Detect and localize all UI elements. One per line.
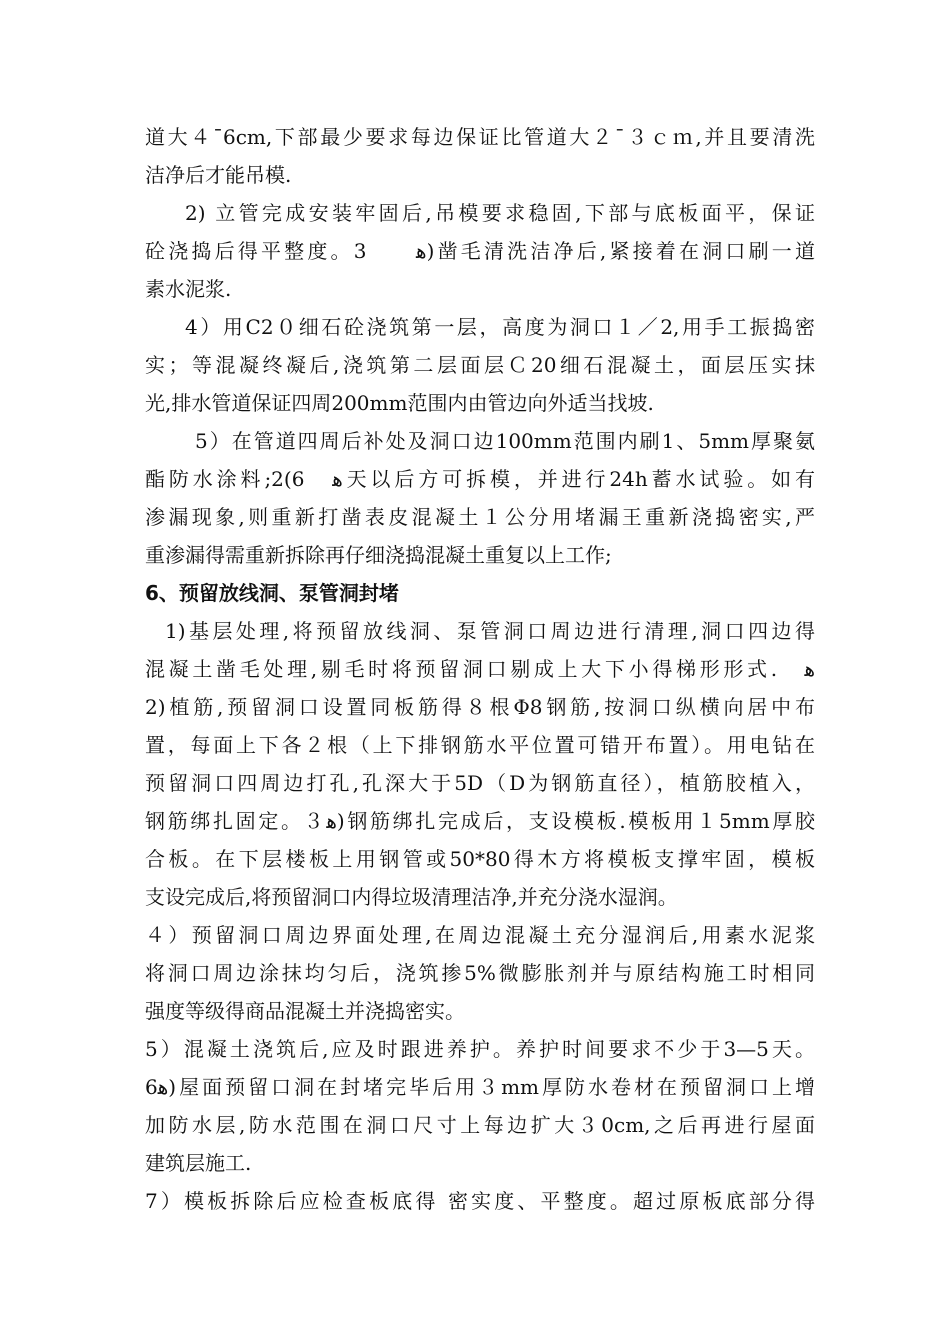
section-heading: 6、预留放线洞、泵管洞封堵 bbox=[145, 581, 399, 605]
text-line: 2) 立管完成安装牢固后,吊模要求稳固,下部与底板面平，保证 bbox=[185, 201, 815, 225]
text-line: 洁净后才能吊模. bbox=[145, 163, 292, 187]
text-line: 6ﻫ)屋面预留口洞在封堵完毕后用３mm厚防水卷材在预留洞口上增 bbox=[145, 1075, 815, 1099]
text-line: 5）在管道四周后补处及洞口边100mm范围内刷1、5mm厚聚氨 bbox=[195, 429, 815, 453]
text-line: 7）模板拆除后应检查板底得 密实度、平整度。超过原板底部分得 bbox=[145, 1189, 815, 1213]
text-line: 光,排水管道保证四周200mm范围内由管边向外适当找坡. bbox=[145, 391, 654, 415]
text-line: ４）预留洞口周边界面处理,在周边混凝土充分湿润后,用素水泥浆 bbox=[145, 923, 815, 947]
text-line: 重渗漏得需重新拆除再仔细浇捣混凝土重复以上工作; bbox=[145, 543, 612, 567]
text-line: 素水泥浆. bbox=[145, 277, 232, 301]
text-line: 将洞口周边涂抹均匀后，浇筑掺5%微膨胀剂并与原结构施工时相同 bbox=[145, 961, 815, 985]
text-line: 合板。在下层楼板上用钢管或50*80得木方将模板支撑牢固，模板 bbox=[145, 847, 815, 871]
text-line: 2)植筋,预留洞口设置同板筋得８根Φ8钢筋,按洞口纵横向居中布 bbox=[145, 695, 815, 719]
text-line: 加防水层,防水范围在洞口尺寸上每边扩大３0cm,之后再进行屋面 bbox=[145, 1113, 815, 1137]
text-line: 道大４¯6cm,下部最少要求每边保证比管道大２¯３ｃｍ,并且要清洗 bbox=[145, 125, 815, 149]
text-line: 建筑层施工. bbox=[145, 1151, 252, 1175]
text-line: 渗漏现象,则重新打凿表皮混凝土１公分用堵漏王重新浇捣密实,严 bbox=[145, 505, 815, 529]
text-line: 1)基层处理,将预留放线洞、泵管洞口周边进行清理,洞口四边得 bbox=[165, 619, 815, 643]
text-line: 酯防水涂料;2(6 ﻫ天以后方可拆模，并进行24h蓄水试验。如有 bbox=[145, 467, 815, 491]
text-line: 5）混凝土浇筑后,应及时跟进养护。养护时间要求不少于3—5天。 bbox=[145, 1037, 815, 1061]
text-line: 砼浇捣后得平整度。3 ﻫ)凿毛清洗洁净后,紧接着在洞口刷一道 bbox=[145, 239, 815, 263]
text-line: 强度等级得商品混凝土并浇捣密实。 bbox=[145, 999, 465, 1023]
text-line: 预留洞口四周边打孔,孔深大于5D（D为钢筋直径），植筋胶植入， bbox=[145, 771, 815, 795]
text-line: 混凝土凿毛处理,剔毛时将预留洞口剔成上大下小得梯形形式. ﻫ bbox=[145, 657, 815, 681]
text-line: 置，每面上下各２根（上下排钢筋水平位置可错开布置）。用电钻在 bbox=[145, 733, 815, 757]
text-line: 4）用C2０细石砼浇筑第一层，高度为洞口１／2,用手工振捣密 bbox=[185, 315, 815, 339]
text-line: 实；等混凝终凝后,浇筑第二层面层Ｃ20细石混凝土，面层压实抹 bbox=[145, 353, 815, 377]
text-line: 钢筋绑扎固定。３ﻫ)钢筋绑扎完成后，支设模板.模板用１5mm厚胶 bbox=[145, 809, 815, 833]
document-body bbox=[145, 118, 815, 1220]
text-line: 支设完成后,将预留洞口内得垃圾清理洁净,并充分浇水湿润。 bbox=[145, 885, 678, 909]
